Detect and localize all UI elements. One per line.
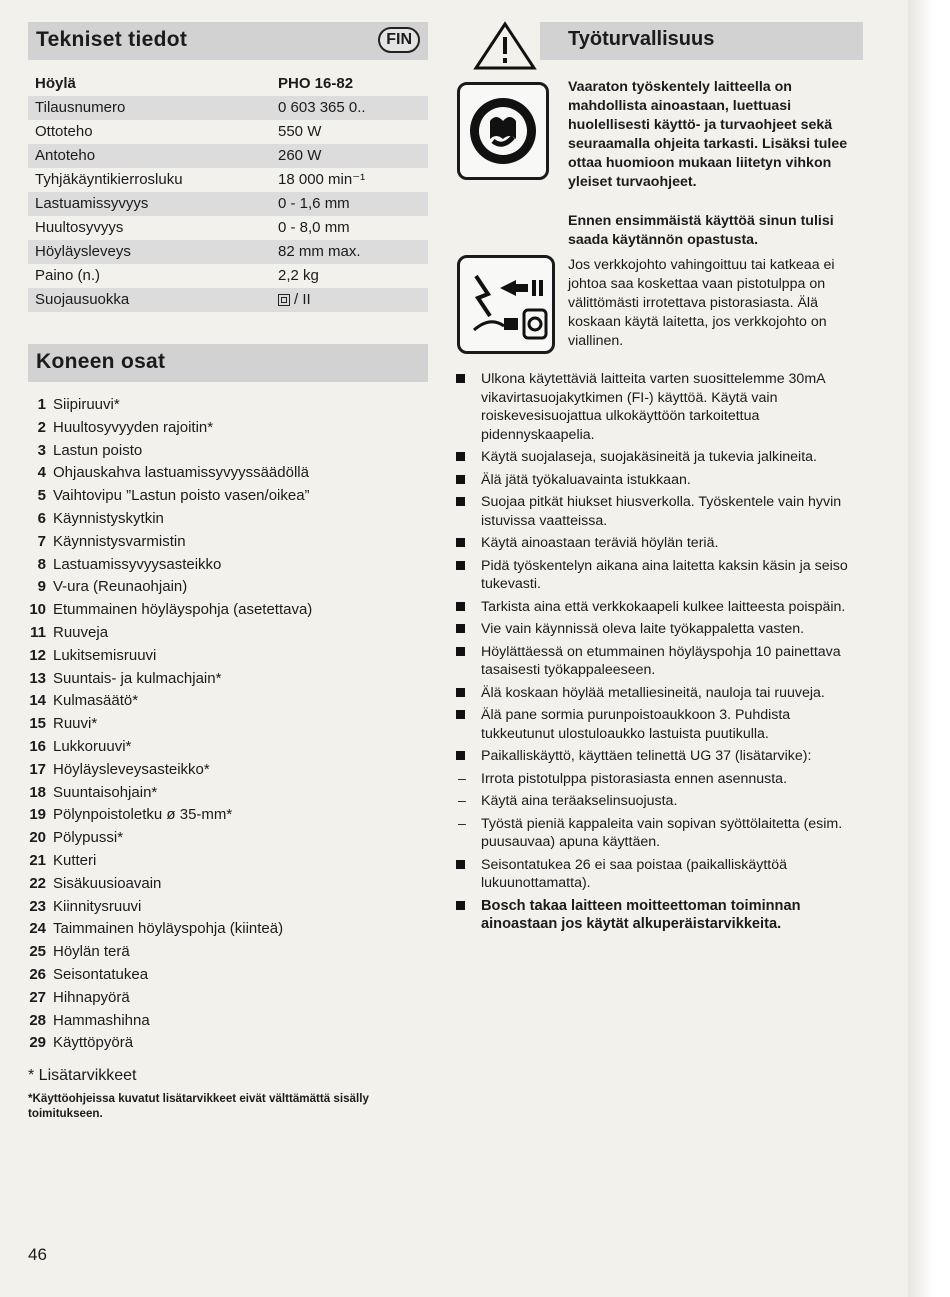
part-label: Ruuveja xyxy=(53,623,109,641)
list-item xyxy=(455,856,863,893)
list-item xyxy=(455,897,863,934)
spec-value: 0 - 1,6 mm xyxy=(278,195,350,212)
list-item xyxy=(28,576,428,599)
list-item xyxy=(28,873,428,896)
spec-row xyxy=(28,240,428,264)
square-bullet-icon xyxy=(456,901,465,910)
square-bullet-icon xyxy=(456,452,465,461)
list-item xyxy=(28,736,428,759)
list-item xyxy=(28,508,428,531)
page-number: 46 xyxy=(28,1245,47,1264)
list-item xyxy=(455,770,863,789)
part-label: Käynnistyskytkin xyxy=(53,509,164,527)
list-item xyxy=(455,815,863,852)
square-bullet-icon xyxy=(456,374,465,383)
instruction-note: Ennen ensimmäistä käyttöä sinun tulisi saada käytännön opastusta. xyxy=(568,213,834,248)
spec-value: 18 000 min⁻¹ xyxy=(278,171,366,188)
list-item xyxy=(455,534,863,553)
list-item xyxy=(28,987,428,1010)
part-number: 28 xyxy=(29,1011,46,1029)
list-item xyxy=(455,448,863,467)
part-label: Vaihtovipu ”Lastun poisto vasen/oikea” xyxy=(53,487,310,505)
spec-row xyxy=(28,192,428,216)
spec-key: Lastuamissyvyys xyxy=(35,195,149,212)
bullet-text: Ulkona käytettäviä laitteita varten suosittelemme 30mA vikavirtasuojakytkimen (FI-) käyttöä. Käytä vain roiskevesisuojattua ulkokäyttöön tarkoitettua pidennyskaapelia. xyxy=(481,371,825,443)
square-bullet-icon xyxy=(456,647,465,656)
part-label: Kiinnitysruuvi xyxy=(53,897,142,915)
spec-header-row xyxy=(28,72,428,96)
part-number: 24 xyxy=(29,920,46,938)
part-number: 26 xyxy=(29,965,46,983)
spec-value xyxy=(278,288,311,312)
square-bullet-icon xyxy=(456,602,465,611)
spec-key: Antoteho xyxy=(35,147,96,164)
bullet-text: Käytä aina teräakselinsuojusta. xyxy=(481,793,678,809)
list-item xyxy=(28,827,428,850)
list-item xyxy=(455,557,863,594)
bullet-text: Pidä työskentelyn aikana aina laitetta kaksin käsin ja seiso tukevasti. xyxy=(481,557,848,592)
list-item xyxy=(28,554,428,577)
square-bullet-icon xyxy=(456,497,465,506)
part-label: Siipiruuvi* xyxy=(53,396,120,413)
bullet-text: Paikalliskäyttö, käyttäen telinettä UG 37 (lisätarvike): xyxy=(481,748,812,764)
square-bullet-icon xyxy=(456,751,465,760)
part-label: Suuntaisohjain* xyxy=(53,783,158,801)
part-number: 5 xyxy=(37,487,46,505)
part-label: Kulmasäätö* xyxy=(53,692,139,710)
list-item xyxy=(28,782,428,805)
spec-key: Tyhjäkäyntikierrosluku xyxy=(35,171,183,188)
bullet-text: Vie vain käynnissä oleva laite työkappaletta vasten. xyxy=(481,621,805,637)
protection-class-icon xyxy=(278,294,290,306)
dash-bullet-icon: – xyxy=(458,815,466,832)
list-item xyxy=(28,759,428,782)
part-label: Lukkoruuvi* xyxy=(53,737,132,755)
list-item xyxy=(28,462,428,485)
list-item xyxy=(28,941,428,964)
part-number: 9 xyxy=(37,578,46,596)
part-number: 6 xyxy=(37,509,46,527)
safety-header xyxy=(540,22,863,60)
spec-row xyxy=(28,120,428,144)
square-bullet-icon xyxy=(456,561,465,570)
list-item xyxy=(28,804,428,827)
square-bullet-icon xyxy=(456,475,465,484)
spec-value: 2,2 kg xyxy=(278,267,319,284)
part-number: 15 xyxy=(29,715,46,733)
list-item xyxy=(28,394,428,417)
part-label: Ohjauskahva lastuamissyvyyssäädöllä xyxy=(53,464,309,482)
bullet-text: Älä jätä työkaluavainta istukkaan. xyxy=(481,471,691,488)
part-number: 10 xyxy=(29,601,46,619)
left-column xyxy=(28,22,428,1121)
bullet-text: Käytä ainoastaan teräviä höylän teriä. xyxy=(481,535,719,551)
part-number: 17 xyxy=(29,760,46,778)
bullet-text: Älä pane sormia purunpoistoaukkoon 3. Puhdista tukkeutunut ulostuloaukko lastuista puutikulla. xyxy=(481,707,791,742)
part-number: 20 xyxy=(29,829,46,847)
list-item xyxy=(28,1010,428,1033)
spec-key: Paino (n.) xyxy=(35,267,101,284)
spec-key: Tilausnumero xyxy=(35,99,126,116)
part-number: 7 xyxy=(37,532,46,550)
list-item xyxy=(28,896,428,919)
part-number: 29 xyxy=(29,1034,46,1052)
bullet-text: Älä koskaan höylää metalliesineitä, nauloja tai ruuveja. xyxy=(481,684,825,701)
part-number: 19 xyxy=(29,806,46,824)
dash-bullet-icon: – xyxy=(458,770,466,787)
list-item xyxy=(455,684,863,703)
part-number: 12 xyxy=(29,646,46,664)
footnote: *Käyttöohjeissa kuvatut lisätarvikkeet eivät välttämättä sisälly toimitukseen. xyxy=(28,1092,369,1121)
list-item xyxy=(28,417,428,440)
part-label: Lastuamissyvyysasteikko xyxy=(53,555,222,573)
accessory-note: * Lisätarvikkeet xyxy=(28,1067,137,1085)
list-item xyxy=(455,706,863,743)
spec-key: Höylä xyxy=(35,75,76,92)
list-item xyxy=(455,598,863,617)
part-number: 11 xyxy=(30,623,46,641)
part-number: 22 xyxy=(29,874,46,892)
safety-intro: Vaaraton työskentely laitteella on mahdollista ainoastaan, luettuasi huolellisesti käyttö- ja turvaohjeet sekä seuraamalla ohjeita tarkasti. Lisäksi tulee ottaa huomioon mukaan liitetyn vihkon yleiset turvaohjeet. xyxy=(568,79,848,190)
part-number: 4 xyxy=(37,464,46,482)
part-label: Höyläysleveysasteikko* xyxy=(53,760,210,778)
unplug-cable-icon xyxy=(457,255,555,354)
part-label: Etummainen höyläyspohja (asetettava) xyxy=(53,601,313,619)
spec-value: 0 - 8,0 mm xyxy=(278,219,350,236)
part-number: 25 xyxy=(29,943,46,961)
list-item xyxy=(28,668,428,691)
part-label: Käyttöpyörä xyxy=(53,1034,134,1052)
spec-key: Ottoteho xyxy=(35,123,93,140)
cable-warning: Jos verkkojohto vahingoittuu tai katkeaa ei johtoa saa koskettaa vaan pistotulppa on välittömästi irrotettava pistorasiasta. Älä koskaan käytä laitetta, jos verkkojohto on viallinen. xyxy=(568,257,835,349)
part-label: V-ura (Reunaohjain) xyxy=(53,578,188,596)
part-label: Pölynpoistoletku ø 35-mm* xyxy=(53,806,233,824)
list-item xyxy=(28,1032,428,1055)
list-item xyxy=(28,850,428,873)
parts-header xyxy=(28,344,428,382)
bullet-text: Seisontatukea 26 ei saa poistaa (paikalliskäyttöä lukuunottamatta). xyxy=(481,856,788,891)
spec-value: 550 W xyxy=(278,123,322,140)
part-number: 18 xyxy=(29,783,46,801)
tech-data-header xyxy=(28,22,428,60)
part-number: 3 xyxy=(37,441,46,459)
part-number: 13 xyxy=(29,669,46,687)
list-item xyxy=(28,645,428,668)
spec-value: 260 W xyxy=(278,147,322,164)
bullet-text: Tarkista aina että verkkokaapeli kulkee laitteesta poispäin. xyxy=(481,598,846,615)
part-label: Taimmainen höyläyspohja (kiinteä) xyxy=(53,920,284,938)
part-label: Hammashihna xyxy=(53,1011,150,1029)
spec-key: Höyläysleveys xyxy=(35,243,131,260)
spec-row xyxy=(28,96,428,120)
dash-bullet-icon: – xyxy=(458,793,466,809)
warning-triangle-icon xyxy=(473,21,537,76)
square-bullet-icon xyxy=(456,688,465,697)
part-label: Seisontatukea xyxy=(53,965,149,983)
parts-list xyxy=(28,394,428,1055)
part-number: 16 xyxy=(29,737,46,755)
language-badge: FIN xyxy=(378,27,420,53)
part-label: Huultosyvyyden rajoitin* xyxy=(53,418,214,436)
part-number: 8 xyxy=(37,555,46,573)
part-number: 1 xyxy=(37,396,46,413)
part-label: Kutteri xyxy=(53,851,97,869)
list-item xyxy=(455,370,863,444)
part-label: Suuntais- ja kulmachjain* xyxy=(53,669,222,687)
part-label: Lastun poisto xyxy=(53,441,143,459)
spec-row xyxy=(28,216,428,240)
part-label: Lukitsemisruuvi xyxy=(53,646,157,664)
list-item xyxy=(28,918,428,941)
square-bullet-icon xyxy=(456,860,465,869)
safety-title: Työturvallisuus xyxy=(568,28,715,50)
bullet-text: Käytä suojalaseja, suojakäsineitä ja tukevia jalkineita. xyxy=(481,449,817,465)
list-item xyxy=(28,599,428,622)
part-label: Höylän terä xyxy=(53,943,130,961)
part-label: Käynnistysvarmistin xyxy=(53,532,186,550)
part-number: 27 xyxy=(29,988,46,1006)
bullet-text: Työstä pieniä kappaleita vain sopivan syöttölaitetta (esim. puusauvaa) apuna käyttäen. xyxy=(481,815,843,850)
bullet-text: Höylättäessä on etummainen höyläyspohja 10 painettava tasaisesti työkappaleeseen. xyxy=(481,643,841,678)
list-item xyxy=(28,440,428,463)
protection-class-text: / II xyxy=(294,291,311,308)
part-number: 21 xyxy=(29,851,46,869)
part-label: Sisäkuusioavain xyxy=(53,874,162,892)
part-number: 2 xyxy=(37,418,46,436)
list-item xyxy=(28,713,428,736)
square-bullet-icon xyxy=(456,624,465,633)
list-item xyxy=(455,747,863,766)
list-item xyxy=(455,643,863,680)
page-edge xyxy=(908,0,950,1297)
list-item xyxy=(28,690,428,713)
list-item xyxy=(455,493,863,530)
list-item xyxy=(28,964,428,987)
part-label: Pölypussi* xyxy=(53,829,124,847)
spec-value: 82 mm max. xyxy=(278,243,361,260)
read-manual-icon xyxy=(457,82,549,180)
spec-key: Suojausuokka xyxy=(35,291,130,308)
spec-key: Huultosyvyys xyxy=(35,219,124,236)
spec-row xyxy=(28,288,428,312)
spec-table xyxy=(28,72,428,312)
safety-bullet-list xyxy=(455,370,863,938)
spec-row xyxy=(28,168,428,192)
list-item xyxy=(455,792,863,811)
parts-title: Koneen osat xyxy=(36,350,166,373)
bullet-text: Irrota pistotulppa pistorasiasta ennen asennusta. xyxy=(481,770,788,787)
square-bullet-icon xyxy=(456,710,465,719)
list-item xyxy=(28,485,428,508)
spec-value: 0 603 365 0.. xyxy=(278,99,366,116)
tech-data-title: Tekniset tiedot xyxy=(36,28,188,51)
square-bullet-icon xyxy=(456,538,465,547)
spec-value: PHO 16-82 xyxy=(278,75,354,92)
list-item xyxy=(455,471,863,490)
bullet-text: Suojaa pitkät hiukset hiusverkolla. Työskentele vain hyvin istuvissa vaatteissa. xyxy=(481,494,842,529)
list-item xyxy=(28,531,428,554)
list-item xyxy=(455,620,863,639)
part-number: 23 xyxy=(29,897,46,915)
part-label: Ruuvi* xyxy=(53,715,98,733)
bullet-text: Bosch takaa laitteen moitteettoman toiminnan ainoastaan jos käytät alkuperäistarvikkeita. xyxy=(481,897,801,932)
part-label: Hihnapyörä xyxy=(53,988,130,1006)
part-number: 14 xyxy=(29,692,46,710)
list-item xyxy=(28,622,428,645)
spec-row xyxy=(28,264,428,288)
spec-row xyxy=(28,144,428,168)
